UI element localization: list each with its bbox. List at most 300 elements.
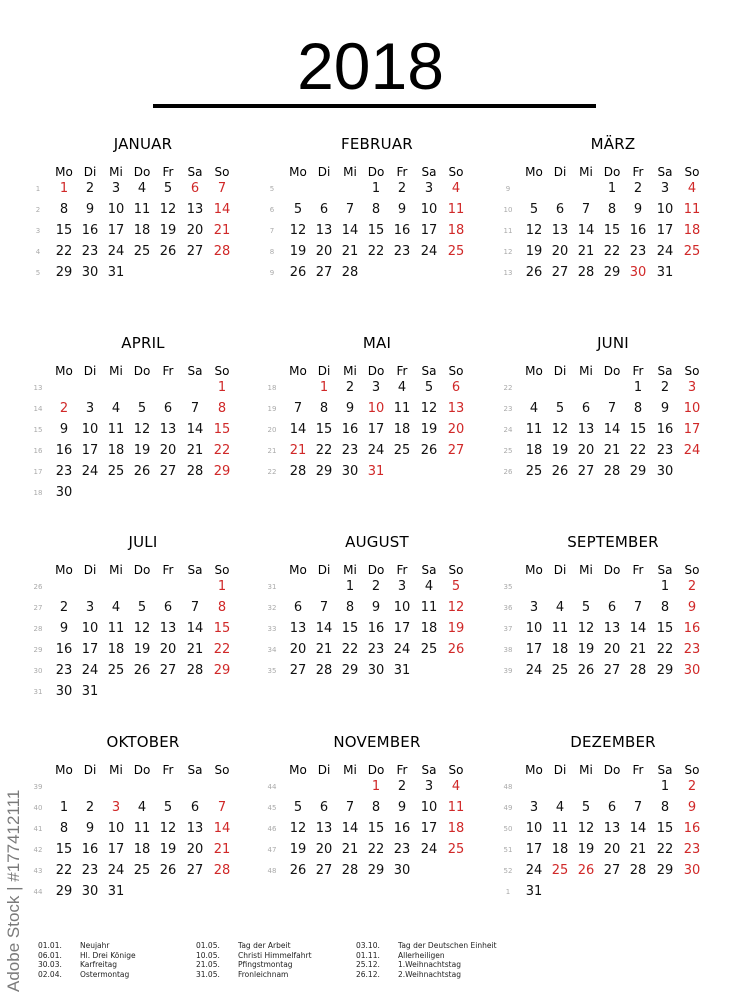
day-cell: 26 bbox=[289, 265, 307, 280]
day-cell: 11 bbox=[447, 202, 465, 217]
month-title: JUNI bbox=[597, 334, 629, 352]
day-cell: 15 bbox=[367, 223, 385, 238]
day-cell: 3 bbox=[660, 181, 670, 196]
week-number: 32 bbox=[267, 604, 277, 612]
day-cell: 21 bbox=[577, 244, 595, 259]
weekday-header: So bbox=[214, 763, 230, 777]
day-cell: 30 bbox=[367, 663, 385, 678]
day-cell: 9 bbox=[397, 202, 407, 217]
day-cell: 14 bbox=[577, 223, 595, 238]
day-cell: 29 bbox=[629, 464, 647, 479]
day-cell: 9 bbox=[59, 422, 69, 437]
weekday-header: Mo bbox=[55, 563, 73, 577]
day-cell: 6 bbox=[293, 600, 303, 615]
day-cell: 1 bbox=[371, 779, 381, 794]
day-cell: 30 bbox=[55, 684, 73, 699]
day-cell: 23 bbox=[81, 863, 99, 878]
day-cell: 14 bbox=[289, 422, 307, 437]
weekday-header: Mi bbox=[343, 563, 357, 577]
weekday-header: Mo bbox=[55, 364, 73, 378]
day-cell: 28 bbox=[315, 663, 333, 678]
day-cell: 10 bbox=[81, 621, 99, 636]
day-cell: 19 bbox=[525, 244, 543, 259]
day-cell: 10 bbox=[420, 202, 438, 217]
weekday-header: Di bbox=[553, 364, 567, 378]
month-title: OKTOBER bbox=[106, 733, 180, 751]
day-cell: 24 bbox=[81, 663, 99, 678]
month-title: FEBRUAR bbox=[341, 135, 413, 153]
day-cell: 28 bbox=[341, 863, 359, 878]
weekday-header: So bbox=[684, 763, 700, 777]
day-cell: 14 bbox=[213, 821, 231, 836]
day-cell: 9 bbox=[85, 202, 95, 217]
weekday-header: Do bbox=[603, 763, 621, 777]
week-number: 41 bbox=[33, 825, 43, 833]
weekday-header: Sa bbox=[657, 165, 673, 179]
week-number: 34 bbox=[267, 646, 277, 654]
day-cell: 23 bbox=[341, 443, 359, 458]
weekday-header: So bbox=[214, 364, 230, 378]
weekday-header: Fr bbox=[162, 165, 174, 179]
day-cell: 2 bbox=[345, 380, 355, 395]
day-cell: 11 bbox=[420, 600, 438, 615]
weekday-header: Di bbox=[317, 165, 331, 179]
week-number: 26 bbox=[503, 468, 513, 476]
day-cell: 28 bbox=[341, 265, 359, 280]
holiday-name: Hl. Drei Könige bbox=[80, 950, 136, 960]
day-cell: 13 bbox=[186, 202, 204, 217]
weekday-header: Do bbox=[367, 763, 385, 777]
holiday-entry bbox=[196, 960, 312, 970]
day-cell: 26 bbox=[159, 863, 177, 878]
day-cell: 4 bbox=[529, 401, 539, 416]
day-cell: 29 bbox=[656, 863, 674, 878]
day-cell: 9 bbox=[85, 821, 95, 836]
day-cell: 11 bbox=[551, 621, 569, 636]
holiday-name: 1.Weihnachtstag bbox=[398, 960, 461, 969]
day-cell: 15 bbox=[213, 621, 231, 636]
day-cell: 20 bbox=[551, 244, 569, 259]
weekday-header: Di bbox=[83, 563, 97, 577]
day-cell: 21 bbox=[289, 443, 307, 458]
day-cell: 24 bbox=[525, 863, 543, 878]
holiday-name: Karfreitag bbox=[80, 960, 118, 969]
week-number: 52 bbox=[503, 867, 513, 875]
day-cell: 31 bbox=[107, 884, 125, 899]
week-number: 27 bbox=[33, 604, 43, 612]
day-cell: 7 bbox=[607, 401, 617, 416]
month-title: SEPTEMBER bbox=[567, 533, 659, 551]
week-number: 13 bbox=[503, 269, 513, 277]
week-number: 4 bbox=[35, 248, 41, 256]
day-cell: 20 bbox=[603, 842, 621, 857]
holiday-column bbox=[196, 941, 312, 979]
day-cell: 1 bbox=[217, 579, 227, 594]
day-cell: 23 bbox=[55, 663, 73, 678]
day-cell: 15 bbox=[55, 842, 73, 857]
day-cell: 22 bbox=[315, 443, 333, 458]
day-cell: 12 bbox=[551, 422, 569, 437]
day-cell: 6 bbox=[581, 401, 591, 416]
weekday-header: Mo bbox=[525, 763, 543, 777]
day-cell: 16 bbox=[55, 443, 73, 458]
weekday-header: Sa bbox=[187, 165, 203, 179]
day-cell: 24 bbox=[525, 663, 543, 678]
week-number: 31 bbox=[267, 583, 277, 591]
month-februar bbox=[269, 135, 504, 325]
day-cell: 25 bbox=[107, 464, 125, 479]
weekday-header: Fr bbox=[396, 165, 408, 179]
day-cell: 30 bbox=[81, 884, 99, 899]
day-cell: 12 bbox=[420, 401, 438, 416]
holiday-entry bbox=[356, 951, 497, 961]
day-cell: 27 bbox=[186, 863, 204, 878]
weekday-header: Mo bbox=[55, 165, 73, 179]
day-cell: 16 bbox=[55, 642, 73, 657]
day-cell: 12 bbox=[289, 821, 307, 836]
day-cell: 29 bbox=[213, 663, 231, 678]
holiday-date: 31.05. bbox=[196, 969, 220, 979]
weekday-header: So bbox=[214, 165, 230, 179]
weekday-header: Fr bbox=[632, 763, 644, 777]
month-title: APRIL bbox=[121, 334, 165, 352]
day-cell: 13 bbox=[603, 821, 621, 836]
week-number: 39 bbox=[33, 783, 43, 791]
day-cell: 8 bbox=[319, 401, 329, 416]
weekday-header: Mi bbox=[109, 563, 123, 577]
day-cell: 9 bbox=[633, 202, 643, 217]
day-cell: 6 bbox=[319, 202, 329, 217]
day-cell: 23 bbox=[393, 244, 411, 259]
day-cell: 13 bbox=[603, 621, 621, 636]
holiday-date: 03.10. bbox=[356, 941, 380, 950]
weekday-header: Mi bbox=[579, 763, 593, 777]
day-cell: 1 bbox=[607, 181, 617, 196]
day-cell: 8 bbox=[345, 600, 355, 615]
day-cell: 9 bbox=[345, 401, 355, 416]
week-number: 35 bbox=[267, 667, 277, 675]
day-cell: 22 bbox=[213, 642, 231, 657]
holiday-name: Christi Himmelfahrt bbox=[238, 950, 312, 960]
day-cell: 11 bbox=[133, 821, 151, 836]
day-cell: 20 bbox=[577, 443, 595, 458]
day-cell: 3 bbox=[371, 380, 381, 395]
weekday-header: Fr bbox=[396, 563, 408, 577]
day-cell: 10 bbox=[525, 621, 543, 636]
holiday-column bbox=[356, 941, 497, 979]
day-cell: 27 bbox=[603, 863, 621, 878]
day-cell: 18 bbox=[683, 223, 701, 238]
day-cell: 9 bbox=[371, 600, 381, 615]
day-cell: 1 bbox=[59, 181, 69, 196]
day-cell: 23 bbox=[55, 464, 73, 479]
day-cell: 30 bbox=[656, 464, 674, 479]
day-cell: 22 bbox=[55, 244, 73, 259]
day-cell: 21 bbox=[629, 642, 647, 657]
day-cell: 15 bbox=[55, 223, 73, 238]
weekday-header: So bbox=[448, 364, 464, 378]
day-cell: 21 bbox=[213, 223, 231, 238]
week-number: 9 bbox=[505, 185, 511, 193]
day-cell: 24 bbox=[107, 863, 125, 878]
day-cell: 6 bbox=[163, 401, 173, 416]
day-cell: 23 bbox=[393, 842, 411, 857]
day-cell: 15 bbox=[656, 621, 674, 636]
day-cell: 13 bbox=[159, 422, 177, 437]
day-cell: 8 bbox=[371, 202, 381, 217]
day-cell: 3 bbox=[85, 600, 95, 615]
day-cell: 15 bbox=[367, 821, 385, 836]
day-cell: 6 bbox=[607, 800, 617, 815]
day-cell: 7 bbox=[319, 600, 329, 615]
day-cell: 16 bbox=[341, 422, 359, 437]
day-cell: 5 bbox=[451, 579, 461, 594]
weekday-header: Sa bbox=[187, 563, 203, 577]
week-number: 18 bbox=[33, 489, 43, 497]
day-cell: 19 bbox=[551, 443, 569, 458]
day-cell: 30 bbox=[55, 485, 73, 500]
holiday-date: 30.03. bbox=[38, 960, 62, 969]
day-cell: 8 bbox=[660, 600, 670, 615]
day-cell: 27 bbox=[186, 244, 204, 259]
day-cell: 13 bbox=[315, 821, 333, 836]
day-cell: 23 bbox=[683, 842, 701, 857]
week-number: 39 bbox=[503, 667, 513, 675]
holiday-date: 06.01. bbox=[38, 950, 62, 960]
day-cell: 25 bbox=[525, 464, 543, 479]
day-cell: 28 bbox=[213, 863, 231, 878]
day-cell: 4 bbox=[137, 181, 147, 196]
day-cell: 19 bbox=[133, 642, 151, 657]
week-number: 26 bbox=[33, 583, 43, 591]
day-cell: 18 bbox=[420, 621, 438, 636]
day-cell: 26 bbox=[551, 464, 569, 479]
day-cell: 29 bbox=[367, 863, 385, 878]
day-cell: 12 bbox=[447, 600, 465, 615]
day-cell: 17 bbox=[81, 642, 99, 657]
week-number: 6 bbox=[269, 206, 275, 214]
day-cell: 9 bbox=[687, 600, 697, 615]
day-cell: 5 bbox=[555, 401, 565, 416]
day-cell: 3 bbox=[424, 181, 434, 196]
day-cell: 22 bbox=[656, 842, 674, 857]
day-cell: 4 bbox=[111, 401, 121, 416]
day-cell: 21 bbox=[213, 842, 231, 857]
day-cell: 4 bbox=[397, 380, 407, 395]
day-cell: 5 bbox=[293, 202, 303, 217]
day-cell: 18 bbox=[133, 842, 151, 857]
day-cell: 1 bbox=[660, 779, 670, 794]
weekday-header: Di bbox=[553, 763, 567, 777]
weekday-header: Di bbox=[317, 763, 331, 777]
holiday-entry bbox=[356, 941, 497, 951]
day-cell: 7 bbox=[633, 600, 643, 615]
day-cell: 8 bbox=[633, 401, 643, 416]
day-cell: 12 bbox=[133, 621, 151, 636]
day-cell: 9 bbox=[59, 621, 69, 636]
week-number: 11 bbox=[503, 227, 513, 235]
holiday-date: 10.05. bbox=[196, 950, 220, 960]
day-cell: 6 bbox=[451, 380, 461, 395]
day-cell: 31 bbox=[656, 265, 674, 280]
day-cell: 8 bbox=[371, 800, 381, 815]
holiday-name: Tag der Deutschen Einheit bbox=[398, 941, 497, 950]
day-cell: 5 bbox=[581, 800, 591, 815]
day-cell: 19 bbox=[289, 244, 307, 259]
day-cell: 21 bbox=[603, 443, 621, 458]
day-cell: 14 bbox=[186, 621, 204, 636]
day-cell: 15 bbox=[315, 422, 333, 437]
day-cell: 17 bbox=[420, 223, 438, 238]
day-cell: 1 bbox=[319, 380, 329, 395]
day-cell: 16 bbox=[393, 821, 411, 836]
week-number: 43 bbox=[33, 867, 43, 875]
weekday-header: Mi bbox=[343, 364, 357, 378]
day-cell: 17 bbox=[656, 223, 674, 238]
day-cell: 17 bbox=[683, 422, 701, 437]
day-cell: 3 bbox=[529, 600, 539, 615]
weekday-header: Sa bbox=[187, 364, 203, 378]
day-cell: 26 bbox=[289, 863, 307, 878]
day-cell: 7 bbox=[217, 800, 227, 815]
day-cell: 22 bbox=[213, 443, 231, 458]
day-cell: 24 bbox=[107, 244, 125, 259]
day-cell: 4 bbox=[687, 181, 697, 196]
weekday-header: Do bbox=[603, 563, 621, 577]
week-number: 9 bbox=[269, 269, 275, 277]
day-cell: 19 bbox=[577, 842, 595, 857]
day-cell: 4 bbox=[555, 800, 565, 815]
day-cell: 30 bbox=[393, 863, 411, 878]
month-title: JULI bbox=[128, 533, 158, 551]
day-cell: 30 bbox=[683, 863, 701, 878]
day-cell: 16 bbox=[81, 223, 99, 238]
weekday-header: Fr bbox=[162, 563, 174, 577]
day-cell: 29 bbox=[341, 663, 359, 678]
holiday-name: Tag der Arbeit bbox=[238, 941, 291, 950]
week-number: 37 bbox=[503, 625, 513, 633]
week-number: 19 bbox=[267, 405, 277, 413]
day-cell: 5 bbox=[293, 800, 303, 815]
week-number: 7 bbox=[269, 227, 275, 235]
day-cell: 18 bbox=[551, 842, 569, 857]
day-cell: 14 bbox=[341, 223, 359, 238]
day-cell: 14 bbox=[603, 422, 621, 437]
month-september bbox=[503, 533, 740, 723]
weekday-header: Fr bbox=[162, 364, 174, 378]
week-number: 46 bbox=[267, 825, 277, 833]
day-cell: 21 bbox=[341, 842, 359, 857]
weekday-header: So bbox=[684, 563, 700, 577]
month-juni bbox=[503, 334, 740, 524]
weekday-header: Mi bbox=[109, 763, 123, 777]
day-cell: 8 bbox=[217, 600, 227, 615]
day-cell: 28 bbox=[213, 244, 231, 259]
day-cell: 16 bbox=[393, 223, 411, 238]
week-number: 1 bbox=[505, 888, 511, 896]
day-cell: 19 bbox=[133, 443, 151, 458]
day-cell: 13 bbox=[447, 401, 465, 416]
weekday-header: Sa bbox=[187, 763, 203, 777]
weekday-header: Sa bbox=[421, 364, 437, 378]
weekday-header: Mo bbox=[55, 763, 73, 777]
week-number: 22 bbox=[503, 384, 513, 392]
day-cell: 15 bbox=[213, 422, 231, 437]
day-cell: 30 bbox=[341, 464, 359, 479]
day-cell: 31 bbox=[367, 464, 385, 479]
holiday-date: 26.12. bbox=[356, 969, 380, 979]
day-cell: 26 bbox=[447, 642, 465, 657]
day-cell: 18 bbox=[393, 422, 411, 437]
day-cell: 10 bbox=[107, 202, 125, 217]
day-cell: 15 bbox=[603, 223, 621, 238]
day-cell: 5 bbox=[163, 181, 173, 196]
day-cell: 2 bbox=[687, 579, 697, 594]
day-cell: 30 bbox=[81, 265, 99, 280]
day-cell: 30 bbox=[629, 265, 647, 280]
holiday-entry bbox=[196, 951, 312, 961]
day-cell: 8 bbox=[59, 821, 69, 836]
holiday-entry bbox=[196, 970, 312, 980]
day-cell: 26 bbox=[420, 443, 438, 458]
day-cell: 25 bbox=[447, 244, 465, 259]
weekday-header: Sa bbox=[421, 165, 437, 179]
week-number: 17 bbox=[33, 468, 43, 476]
day-cell: 24 bbox=[683, 443, 701, 458]
month-juli bbox=[33, 533, 270, 723]
day-cell: 16 bbox=[656, 422, 674, 437]
day-cell: 20 bbox=[186, 842, 204, 857]
week-number: 2 bbox=[35, 206, 41, 214]
weekday-header: Mi bbox=[109, 364, 123, 378]
day-cell: 10 bbox=[107, 821, 125, 836]
day-cell: 18 bbox=[133, 223, 151, 238]
day-cell: 29 bbox=[55, 265, 73, 280]
week-number: 49 bbox=[503, 804, 513, 812]
day-cell: 16 bbox=[367, 621, 385, 636]
week-number: 42 bbox=[33, 846, 43, 854]
day-cell: 25 bbox=[420, 642, 438, 657]
day-cell: 7 bbox=[217, 181, 227, 196]
day-cell: 14 bbox=[213, 202, 231, 217]
day-cell: 22 bbox=[367, 244, 385, 259]
day-cell: 28 bbox=[186, 464, 204, 479]
weekday-header: Mi bbox=[579, 563, 593, 577]
day-cell: 8 bbox=[217, 401, 227, 416]
day-cell: 1 bbox=[217, 380, 227, 395]
weekday-header: Do bbox=[133, 364, 151, 378]
week-number: 5 bbox=[269, 185, 275, 193]
week-number: 29 bbox=[33, 646, 43, 654]
day-cell: 2 bbox=[85, 800, 95, 815]
weekday-header: Mo bbox=[289, 364, 307, 378]
week-number: 48 bbox=[267, 867, 277, 875]
day-cell: 30 bbox=[683, 663, 701, 678]
month-title: MÄRZ bbox=[590, 135, 636, 153]
day-cell: 2 bbox=[660, 380, 670, 395]
day-cell: 25 bbox=[447, 842, 465, 857]
day-cell: 27 bbox=[577, 464, 595, 479]
month-januar bbox=[35, 135, 270, 325]
day-cell: 1 bbox=[371, 181, 381, 196]
day-cell: 10 bbox=[656, 202, 674, 217]
day-cell: 20 bbox=[159, 642, 177, 657]
day-cell: 14 bbox=[629, 821, 647, 836]
month-august bbox=[267, 533, 504, 723]
week-number: 38 bbox=[503, 646, 513, 654]
day-cell: 1 bbox=[59, 800, 69, 815]
week-number: 5 bbox=[35, 269, 41, 277]
